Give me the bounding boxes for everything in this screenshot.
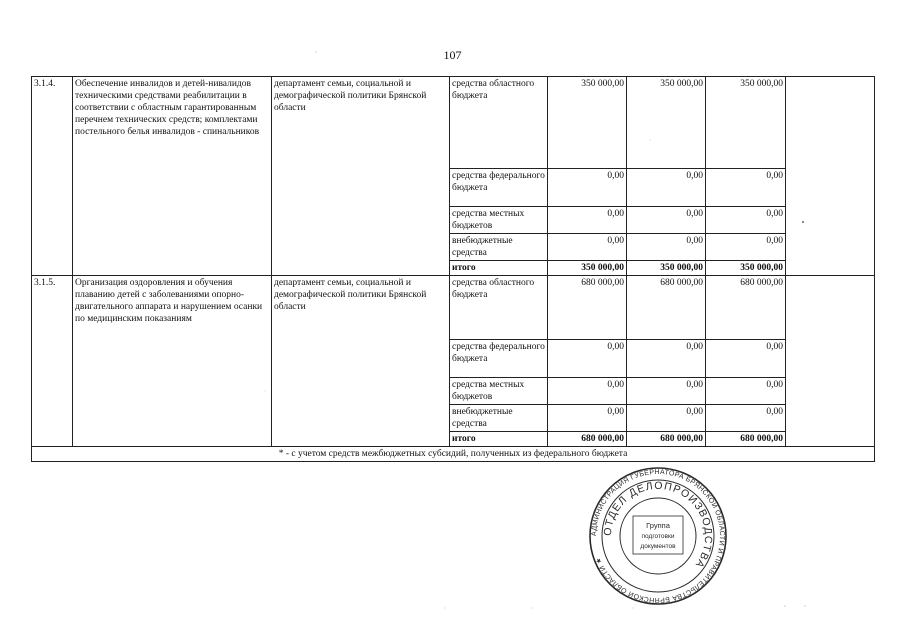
amount-cell: 0,00 [548, 378, 627, 405]
item-executor: департамент семьи, социальной и демографической политики Брянской области [272, 276, 450, 447]
amount-cell: 0,00 [627, 340, 706, 378]
amount-cell: 0,00 [627, 169, 706, 207]
amount-cell: 0,00 [706, 207, 786, 234]
funding-source: внебюджетные средства [450, 234, 548, 261]
speck [445, 608, 446, 609]
amount-cell: 680 000,00 [627, 276, 706, 340]
speck [633, 608, 634, 609]
budget-table [31, 76, 875, 462]
item-name: Организация оздоровления и обучения плаванию детей с заболеваниями опорно-двигательного аппарата и нарушением осанки по медицинским показаниям [73, 276, 272, 447]
item-executor: департамент семьи, социальной и демографической политики Брянской области [272, 77, 450, 276]
amount-cell: 0,00 [706, 169, 786, 207]
amount-cell: 0,00 [627, 378, 706, 405]
amount-cell: 350 000,00 [627, 77, 706, 169]
funding-source: средства местных бюджетов [450, 207, 548, 234]
total-amount: 680 000,00 [627, 432, 706, 447]
total-label: итого [450, 432, 548, 447]
amount-cell: 680 000,00 [706, 276, 786, 340]
item-code: 3.1.4. [32, 77, 73, 276]
amount-cell: 0,00 [548, 234, 627, 261]
amount-cell: 0,00 [706, 405, 786, 432]
amount-cell: 0,00 [627, 405, 706, 432]
notes-cell [786, 276, 875, 447]
amount-cell: 0,00 [548, 169, 627, 207]
total-label: итого [450, 261, 548, 276]
notes-cell [786, 77, 875, 276]
amount-cell: 0,00 [548, 340, 627, 378]
table-row [32, 276, 875, 340]
amount-cell: 0,00 [706, 340, 786, 378]
funding-source: средства областного бюджета [450, 276, 548, 340]
amount-cell: 0,00 [548, 405, 627, 432]
amount-cell: 350 000,00 [706, 77, 786, 169]
funding-source: средства федерального бюджета [450, 340, 548, 378]
amount-cell: 0,00 [548, 207, 627, 234]
amount-cell: 0,00 [706, 378, 786, 405]
amount-cell: 350 000,00 [548, 77, 627, 169]
item-name: Обеспечение инвалидов и детей-нивалидов техническими средствами реабилитации в соответствии с областным гарантированным перечнем технических средств; комплектами постельного белья инвалидов - спинальников [73, 77, 272, 276]
speck [532, 608, 533, 609]
footnote-row [32, 447, 875, 462]
total-amount: 350 000,00 [548, 261, 627, 276]
funding-source: средства местных бюджетов [450, 378, 548, 405]
speck [784, 605, 785, 606]
amount-cell: 0,00 [627, 207, 706, 234]
total-amount: 680 000,00 [548, 432, 627, 447]
stamp-center-line-3: документов [640, 543, 676, 550]
office-stamp [588, 466, 728, 606]
total-amount: 350 000,00 [706, 261, 786, 276]
funding-source: внебюджетные средства [450, 405, 548, 432]
table-row [32, 77, 875, 169]
stamp-ring-textpath: ОТДЕЛ ДЕЛОПРОИЗВОДСТВА [601, 479, 715, 571]
funding-source: средства областного бюджета [450, 77, 548, 169]
item-code: 3.1.5. [32, 276, 73, 447]
footnote: * - с учетом средств межбюджетных субсидий, полученных из федерального бюджета [32, 447, 875, 462]
amount-cell: 680 000,00 [548, 276, 627, 340]
amount-cell: 0,00 [627, 234, 706, 261]
stamp-center-line-2: подготовки [641, 533, 675, 540]
total-amount: 350 000,00 [627, 261, 706, 276]
page-number: 107 [443, 48, 462, 62]
stamp-outer-textpath: АДМИНИСТРАЦИЯ ГУБЕРНАТОРА БРЯНСКОЙ ОБЛАСТИ И ПРАВИТЕЛЬСТВА БРЯНСКОЙ ОБЛАСТИ ★ [590, 468, 726, 604]
stamp-center-line-1: Группа [646, 521, 670, 530]
speck [804, 605, 805, 606]
total-amount: 680 000,00 [706, 432, 786, 447]
amount-cell: 0,00 [706, 234, 786, 261]
funding-source: средства федерального бюджета [450, 169, 548, 207]
